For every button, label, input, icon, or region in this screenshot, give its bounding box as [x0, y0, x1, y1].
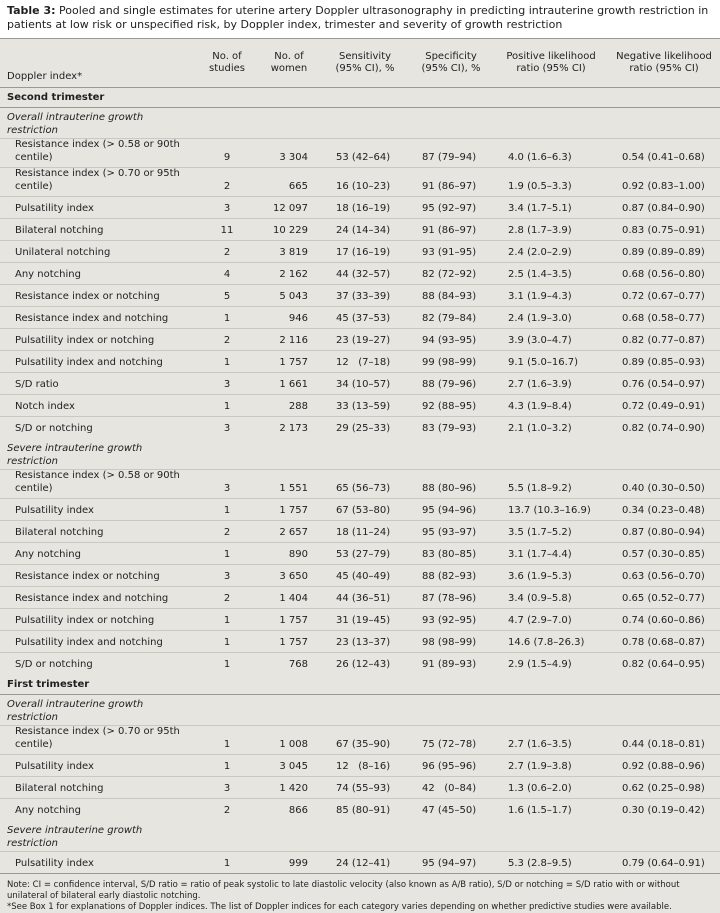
cell-spec: 87 (78–96) [408, 587, 494, 609]
empty-cell [322, 821, 408, 852]
table-row [0, 168, 720, 197]
footnote-asterisk: *See Box 1 for explanations of Doppler indices. The list of Doppler indices for each category varies depending on whether predictive studies were available. [7, 902, 672, 912]
cell-plr: 3.4 (0.9–5.8) [494, 587, 608, 609]
empty-cell [198, 108, 256, 139]
results-table [0, 38, 720, 874]
cell-nlr: 0.78 (0.68–0.87) [608, 631, 720, 653]
cell-spec: 98 (98–99) [408, 631, 494, 653]
table-row [0, 285, 720, 307]
cell-spec: 88 (80–96) [408, 470, 494, 499]
empty-cell [408, 695, 494, 726]
cell-nlr: 0.82 (0.64–0.95) [608, 653, 720, 675]
group-title: Severe intrauterine growth restriction [7, 442, 143, 467]
table-row [0, 499, 720, 521]
cell-n: 1 [198, 307, 256, 329]
cell-sens: 18 (16–19) [322, 197, 408, 219]
cell-n: 2 [198, 168, 256, 197]
empty-cell [494, 439, 608, 470]
group-row [0, 108, 720, 139]
empty-cell [408, 439, 494, 470]
table-row [0, 852, 720, 874]
group-title: Overall intrauterine growth restriction [7, 699, 144, 723]
cell-label: Any notching [0, 543, 198, 565]
table-row [0, 587, 720, 609]
table-row [0, 263, 720, 285]
empty-cell [322, 439, 408, 470]
cell-plr: 2.9 (1.5–4.9) [494, 653, 608, 675]
cell-w: 1 008 [256, 726, 322, 755]
cell-spec: 93 (91–95) [408, 241, 494, 263]
table-row [0, 726, 720, 755]
table-body [0, 88, 720, 874]
cell-w: 1 757 [256, 631, 322, 653]
table-row [0, 470, 720, 499]
empty-cell [256, 439, 322, 470]
cell-w: 1 757 [256, 351, 322, 373]
group-title: Overall intrauterine growth restriction [7, 112, 144, 136]
cell-n: 2 [198, 521, 256, 543]
table-row [0, 521, 720, 543]
cell-nlr: 0.92 (0.88–0.96) [608, 755, 720, 777]
footnote-note: Note: CI = confidence interval, S/D ratio = ratio of peak systolic to late diastolic velocity (also known as A/B ratio), S/D or notching = S/D ratio with or without unilateral of bilateral early diastolic notching. [7, 880, 680, 901]
cell-plr: 3.4 (1.7–5.1) [494, 197, 608, 219]
cell-sens: 85 (80–91) [322, 799, 408, 821]
cell-n: 3 [198, 777, 256, 799]
empty-cell [608, 108, 720, 139]
cell-n: 1 [198, 631, 256, 653]
cell-n: 1 [198, 609, 256, 631]
cell-n: 2 [198, 799, 256, 821]
cell-w: 2 162 [256, 263, 322, 285]
cell-plr: 2.4 (2.0–2.9) [494, 241, 608, 263]
cell-spec: 83 (79–93) [408, 417, 494, 439]
group-title: Severe intrauterine growth restriction [7, 824, 143, 849]
cell-sens: 23 (19–27) [322, 329, 408, 351]
table-row [0, 777, 720, 799]
empty-cell [608, 821, 720, 852]
cell-plr: 3.9 (3.0–4.7) [494, 329, 608, 351]
cell-sens: 44 (36–51) [322, 587, 408, 609]
cell-plr: 3.1 (1.9–4.3) [494, 285, 608, 307]
cell-spec: 91 (86–97) [408, 219, 494, 241]
cell-w: 3 650 [256, 565, 322, 587]
cell-nlr: 0.72 (0.67–0.77) [608, 285, 720, 307]
header-sensitivity: Sensitivity (95% CI), % [322, 39, 408, 88]
cell-n: 3 [198, 565, 256, 587]
cell-sens: 12 (8–16) [322, 755, 408, 777]
cell-w: 866 [256, 799, 322, 821]
table-caption [0, 0, 720, 38]
cell-nlr: 0.76 (0.54–0.97) [608, 373, 720, 395]
cell-n: 2 [198, 329, 256, 351]
cell-plr: 2.8 (1.7–3.9) [494, 219, 608, 241]
cell-sens: 17 (16–19) [322, 241, 408, 263]
cell-spec: 95 (93–97) [408, 521, 494, 543]
header-plr: Positive likelihood ratio (95% CI) [494, 39, 608, 88]
cell-n: 1 [198, 499, 256, 521]
cell-plr: 5.5 (1.8–9.2) [494, 470, 608, 499]
cell-label: Pulsatility index [0, 197, 198, 219]
cell-n: 2 [198, 241, 256, 263]
cell-plr: 1.3 (0.6–2.0) [494, 777, 608, 799]
cell-spec: 91 (89–93) [408, 653, 494, 675]
cell-label: Bilateral notching [0, 777, 198, 799]
cell-sens: 18 (11–24) [322, 521, 408, 543]
cell-label: S/D or notching [0, 417, 198, 439]
cell-label: Any notching [0, 263, 198, 285]
empty-cell [198, 439, 256, 470]
cell-spec: 82 (79–84) [408, 307, 494, 329]
cell-sens: 31 (19–45) [322, 609, 408, 631]
cell-sens: 45 (40–49) [322, 565, 408, 587]
cell-label: S/D ratio [0, 373, 198, 395]
cell-sens: 12 (7–18) [322, 351, 408, 373]
cell-nlr: 0.83 (0.75–0.91) [608, 219, 720, 241]
header-specificity: Specificity (95% CI), % [408, 39, 494, 88]
cell-nlr: 0.79 (0.64–0.91) [608, 852, 720, 874]
table-row [0, 197, 720, 219]
empty-cell [408, 821, 494, 852]
cell-label: Pulsatility index and notching [0, 351, 198, 373]
table-row [0, 373, 720, 395]
cell-w: 12 097 [256, 197, 322, 219]
empty-cell [256, 108, 322, 139]
cell-nlr: 0.87 (0.80–0.94) [608, 521, 720, 543]
cell-spec: 99 (98–99) [408, 351, 494, 373]
table-row [0, 543, 720, 565]
cell-spec: 95 (94–97) [408, 852, 494, 874]
cell-plr: 3.1 (1.7–4.4) [494, 543, 608, 565]
cell-label: Resistance index (> 0.58 or 90th centile) [0, 470, 198, 499]
cell-nlr: 0.44 (0.18–0.81) [608, 726, 720, 755]
cell-nlr: 0.82 (0.77–0.87) [608, 329, 720, 351]
cell-label: Resistance index and notching [0, 307, 198, 329]
cell-label: Resistance index or notching [0, 285, 198, 307]
cell-n: 1 [198, 351, 256, 373]
cell-n: 1 [198, 852, 256, 874]
table-row [0, 609, 720, 631]
cell-spec: 93 (92–95) [408, 609, 494, 631]
cell-sens: 74 (55–93) [322, 777, 408, 799]
cell-plr: 3.5 (1.7–5.2) [494, 521, 608, 543]
cell-w: 2 173 [256, 417, 322, 439]
cell-spec: 88 (82–93) [408, 565, 494, 587]
cell-n: 11 [198, 219, 256, 241]
cell-nlr: 0.82 (0.74–0.90) [608, 417, 720, 439]
empty-cell [256, 695, 322, 726]
cell-label: Pulsatility index [0, 852, 198, 874]
empty-cell [608, 695, 720, 726]
cell-sens: 34 (10–57) [322, 373, 408, 395]
cell-spec: 96 (95–96) [408, 755, 494, 777]
table-row [0, 653, 720, 675]
cell-spec: 95 (94–96) [408, 499, 494, 521]
cell-label: Pulsatility index and notching [0, 631, 198, 653]
cell-w: 665 [256, 168, 322, 197]
caption-text: Pooled and single estimates for uterine artery Doppler ultrasonography in predicting intrauterine growth restriction in patients at low risk or unspecified risk, by Doppler index, trimester and severity of growth restriction [7, 4, 709, 31]
cell-nlr: 0.62 (0.25–0.98) [608, 777, 720, 799]
cell-n: 2 [198, 587, 256, 609]
cell-label: Resistance index (> 0.58 or 90th centile) [0, 139, 198, 168]
cell-label: Bilateral notching [0, 521, 198, 543]
cell-label: Resistance index or notching [0, 565, 198, 587]
cell-nlr: 0.92 (0.83–1.00) [608, 168, 720, 197]
cell-sens: 29 (25–33) [322, 417, 408, 439]
table-row [0, 755, 720, 777]
cell-label: Notch index [0, 395, 198, 417]
cell-spec: 87 (79–94) [408, 139, 494, 168]
cell-n: 1 [198, 653, 256, 675]
header-studies: No. of studies [198, 39, 256, 88]
cell-sens: 53 (27–79) [322, 543, 408, 565]
cell-w: 2 116 [256, 329, 322, 351]
cell-label: Pulsatility index or notching [0, 329, 198, 351]
cell-spec: 95 (92–97) [408, 197, 494, 219]
cell-n: 1 [198, 395, 256, 417]
cell-w: 1 661 [256, 373, 322, 395]
cell-w: 946 [256, 307, 322, 329]
empty-cell [408, 108, 494, 139]
cell-n: 1 [198, 543, 256, 565]
cell-plr: 2.4 (1.9–3.0) [494, 307, 608, 329]
section-row [0, 88, 720, 108]
cell-n: 1 [198, 726, 256, 755]
header-doppler-index: Doppler index* [0, 39, 198, 88]
section-title: Second trimester [0, 88, 720, 108]
cell-nlr: 0.40 (0.30–0.50) [608, 470, 720, 499]
empty-cell [198, 821, 256, 852]
cell-label: S/D or notching [0, 653, 198, 675]
section-row [0, 675, 720, 695]
table-row [0, 799, 720, 821]
cell-w: 3 304 [256, 139, 322, 168]
cell-w: 5 043 [256, 285, 322, 307]
section-title: First trimester [0, 675, 720, 695]
cell-plr: 5.3 (2.8–9.5) [494, 852, 608, 874]
cell-nlr: 0.34 (0.23–0.48) [608, 499, 720, 521]
table-row [0, 307, 720, 329]
cell-spec: 47 (45–50) [408, 799, 494, 821]
empty-cell [256, 821, 322, 852]
cell-sens: 26 (12–43) [322, 653, 408, 675]
group-row [0, 439, 720, 470]
cell-plr: 4.3 (1.9–8.4) [494, 395, 608, 417]
cell-n: 3 [198, 417, 256, 439]
cell-w: 1 551 [256, 470, 322, 499]
cell-sens: 33 (13–59) [322, 395, 408, 417]
empty-cell [608, 439, 720, 470]
cell-w: 10 229 [256, 219, 322, 241]
cell-w: 999 [256, 852, 322, 874]
table-row [0, 219, 720, 241]
cell-nlr: 0.57 (0.30–0.85) [608, 543, 720, 565]
cell-spec: 88 (84–93) [408, 285, 494, 307]
empty-cell [494, 695, 608, 726]
cell-n: 3 [198, 197, 256, 219]
cell-spec: 88 (79–96) [408, 373, 494, 395]
cell-label: Resistance index (> 0.70 or 95th centile) [0, 726, 198, 755]
cell-nlr: 0.65 (0.52–0.77) [608, 587, 720, 609]
cell-w: 3 045 [256, 755, 322, 777]
cell-label: Resistance index and notching [0, 587, 198, 609]
empty-cell [322, 695, 408, 726]
cell-label: Pulsatility index [0, 755, 198, 777]
cell-sens: 53 (42–64) [322, 139, 408, 168]
cell-nlr: 0.74 (0.60–0.86) [608, 609, 720, 631]
cell-sens: 65 (56–73) [322, 470, 408, 499]
cell-spec: 83 (80–85) [408, 543, 494, 565]
cell-plr: 4.0 (1.6–6.3) [494, 139, 608, 168]
table-row [0, 329, 720, 351]
cell-sens: 45 (37–53) [322, 307, 408, 329]
cell-sens: 24 (12–41) [322, 852, 408, 874]
caption-label: Table 3: [7, 4, 56, 17]
cell-w: 2 657 [256, 521, 322, 543]
cell-plr: 2.7 (1.6–3.9) [494, 373, 608, 395]
table-row [0, 631, 720, 653]
cell-spec: 91 (86–97) [408, 168, 494, 197]
empty-cell [494, 108, 608, 139]
cell-plr: 9.1 (5.0–16.7) [494, 351, 608, 373]
cell-w: 288 [256, 395, 322, 417]
cell-n: 3 [198, 470, 256, 499]
cell-label: Pulsatility index or notching [0, 609, 198, 631]
cell-plr: 14.6 (7.8–26.3) [494, 631, 608, 653]
cell-sens: 67 (53–80) [322, 499, 408, 521]
cell-w: 1 757 [256, 499, 322, 521]
header-women: No. of women [256, 39, 322, 88]
cell-w: 3 819 [256, 241, 322, 263]
empty-cell [494, 821, 608, 852]
cell-sens: 16 (10–23) [322, 168, 408, 197]
cell-nlr: 0.54 (0.41–0.68) [608, 139, 720, 168]
cell-plr: 2.7 (1.9–3.8) [494, 755, 608, 777]
cell-nlr: 0.89 (0.89–0.89) [608, 241, 720, 263]
cell-nlr: 0.89 (0.85–0.93) [608, 351, 720, 373]
cell-n: 9 [198, 139, 256, 168]
table-row [0, 139, 720, 168]
table-row [0, 241, 720, 263]
cell-w: 1 404 [256, 587, 322, 609]
cell-spec: 94 (93–95) [408, 329, 494, 351]
table-header [0, 39, 720, 88]
cell-plr: 1.6 (1.5–1.7) [494, 799, 608, 821]
cell-n: 1 [198, 755, 256, 777]
header-nlr: Negative likelihood ratio (95% CI) [608, 39, 720, 88]
cell-label: Pulsatility index [0, 499, 198, 521]
cell-plr: 4.7 (2.9–7.0) [494, 609, 608, 631]
cell-label: Any notching [0, 799, 198, 821]
cell-n: 4 [198, 263, 256, 285]
cell-nlr: 0.72 (0.49–0.91) [608, 395, 720, 417]
cell-spec: 92 (88–95) [408, 395, 494, 417]
cell-plr: 1.9 (0.5–3.3) [494, 168, 608, 197]
cell-n: 3 [198, 373, 256, 395]
cell-label: Resistance index (> 0.70 or 95th centile) [0, 168, 198, 197]
table-row [0, 395, 720, 417]
group-row [0, 695, 720, 726]
cell-plr: 2.1 (1.0–3.2) [494, 417, 608, 439]
table-row [0, 417, 720, 439]
cell-w: 1 420 [256, 777, 322, 799]
cell-spec: 42 (0–84) [408, 777, 494, 799]
table-row [0, 565, 720, 587]
cell-sens: 67 (35–90) [322, 726, 408, 755]
cell-sens: 23 (13–37) [322, 631, 408, 653]
cell-nlr: 0.30 (0.19–0.42) [608, 799, 720, 821]
table-footnotes [0, 874, 720, 913]
cell-w: 768 [256, 653, 322, 675]
cell-spec: 82 (72–92) [408, 263, 494, 285]
cell-n: 5 [198, 285, 256, 307]
cell-nlr: 0.68 (0.56–0.80) [608, 263, 720, 285]
cell-plr: 2.5 (1.4–3.5) [494, 263, 608, 285]
cell-nlr: 0.68 (0.58–0.77) [608, 307, 720, 329]
cell-label: Bilateral notching [0, 219, 198, 241]
table-row [0, 351, 720, 373]
cell-plr: 13.7 (10.3–16.9) [494, 499, 608, 521]
cell-sens: 37 (33–39) [322, 285, 408, 307]
cell-w: 1 757 [256, 609, 322, 631]
group-row [0, 821, 720, 852]
cell-sens: 44 (32–57) [322, 263, 408, 285]
empty-cell [322, 108, 408, 139]
cell-plr: 2.7 (1.6–3.5) [494, 726, 608, 755]
cell-label: Unilateral notching [0, 241, 198, 263]
cell-w: 890 [256, 543, 322, 565]
cell-sens: 24 (14–34) [322, 219, 408, 241]
cell-plr: 3.6 (1.9–5.3) [494, 565, 608, 587]
cell-spec: 75 (72–78) [408, 726, 494, 755]
empty-cell [198, 695, 256, 726]
cell-nlr: 0.63 (0.56–0.70) [608, 565, 720, 587]
cell-nlr: 0.87 (0.84–0.90) [608, 197, 720, 219]
